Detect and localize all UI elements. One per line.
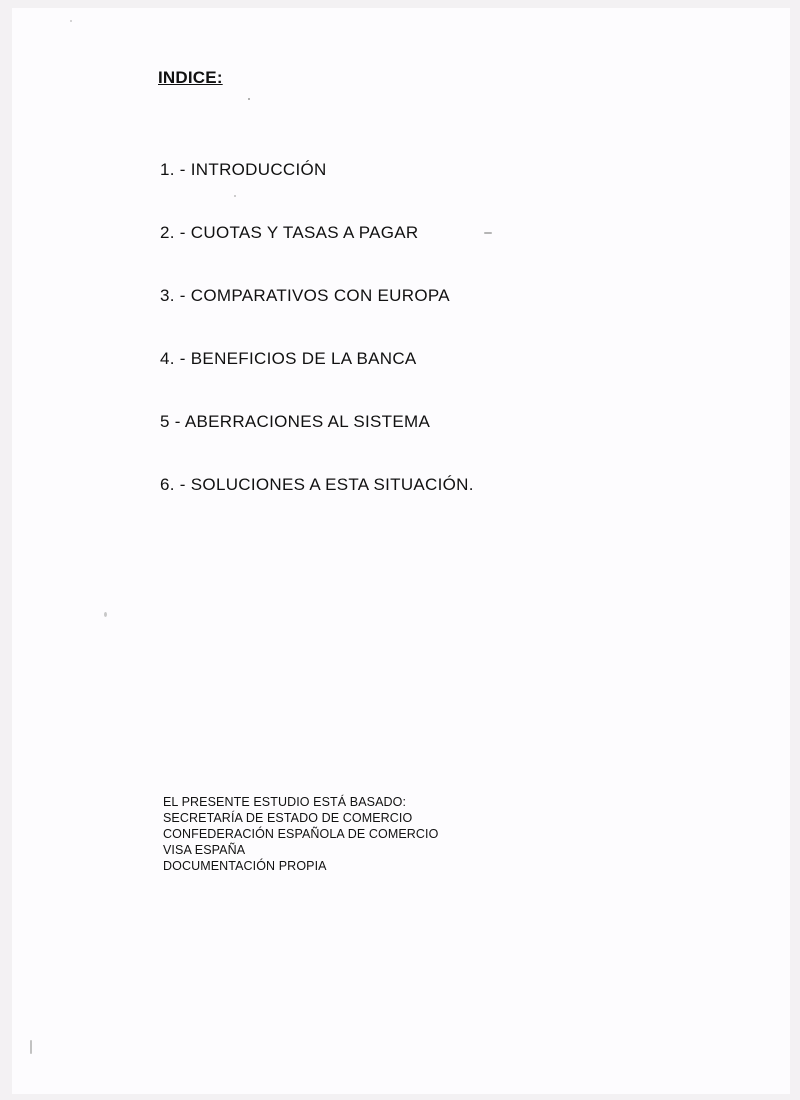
toc-item-soluciones: 6. - SOLUCIONES A ESTA SITUACIÓN. <box>160 475 474 494</box>
scan-speck <box>30 1040 32 1054</box>
index-heading: INDICE: <box>158 68 223 87</box>
scan-speck <box>248 98 250 100</box>
scan-speck <box>484 232 492 234</box>
toc-item-comparativos: 3. - COMPARATIVOS CON EUROPA <box>160 286 450 305</box>
scan-speck <box>234 195 236 197</box>
scan-speck <box>104 612 107 617</box>
toc-item-aberraciones: 5 - ABERRACIONES AL SISTEMA <box>160 412 431 431</box>
toc-item-beneficios: 4. - BENEFICIOS DE LA BANCA <box>160 349 417 368</box>
scan-speck <box>70 20 72 22</box>
table-of-contents <box>160 160 474 538</box>
sources-intro: EL PRESENTE ESTUDIO ESTÁ BASADO: <box>163 795 407 809</box>
source-documentacion: DOCUMENTACIÓN PROPIA <box>163 859 327 873</box>
source-confederacion: CONFEDERACIÓN ESPAÑOLA DE COMERCIO <box>163 827 439 841</box>
toc-item-introduccion: 1. - INTRODUCCIÓN <box>160 160 327 179</box>
source-secretaria: SECRETARÍA DE ESTADO DE COMERCIO <box>163 811 413 825</box>
sources-block <box>163 794 438 874</box>
source-visa: VISA ESPAÑA <box>163 843 246 857</box>
toc-item-cuotas-tasas: 2. - CUOTAS Y TASAS A PAGAR <box>160 223 419 242</box>
